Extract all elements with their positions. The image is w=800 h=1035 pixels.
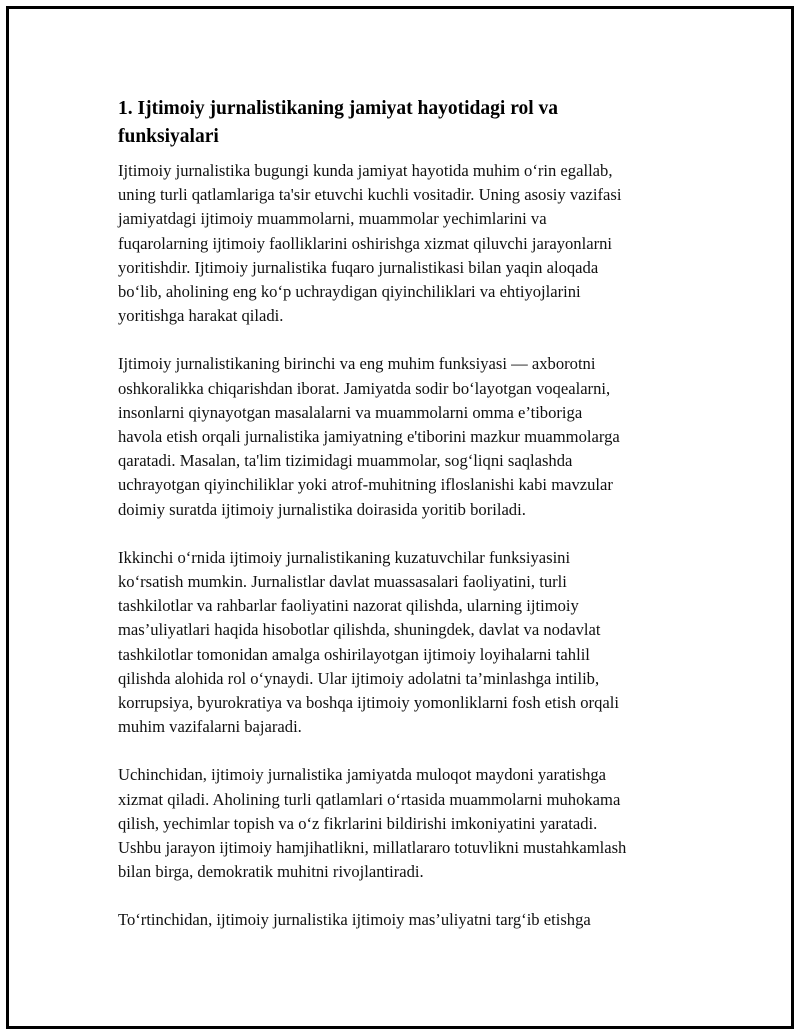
paragraph-1: Ijtimoiy jurnalistika bugungi kunda jamiyat hayotida muhim o‘rin egallab, uning turli qatlamlariga ta'sir etuvchi kuchli vositadir. Uning asosiy vazifasi jamiyatdagi ijtimoiy muammolarni, muammolar yechimlarini va fuqarolarning ijtimoiy faolliklarini oshirishga xizmat qiluvchi jarayonlarni yoritishdir. Ijtimoiy jurnalistika fuqaro jurnalistikasi bilan yaqin aloqada bo‘lib, aholining eng ko‘p uchraydigan qiyinchiliklari va ehtiyojlarini yoritishga harakat qiladi. [118, 161, 622, 326]
paragraph-3: Ikkinchi o‘rnida ijtimoiy jurnalistikaning kuzatuvchilar funksiyasini ko‘rsatish mumkin. Jurnalistlar davlat muassasalari faoliyatini, turli tashkilotlar va rahbarlar faoliyatini nazorat qilishda, ularning ijtimoiy mas’uliyatlari haqida hisobotlar qilishda, shuningdek, davlat va nodavlat tashkilotlar tomonidan amalga oshirilayotgan ijtimoiy loyihalarni tahlil qilishda alohida rol o‘ynaydi. Ular ijtimoiy adolatni ta’minlashga intilib, korrupsiya, byurokratiya va boshqa ijtimoiy yomonliklarni fosh etish orqali muhim vazifalarni bajaradi. [118, 547, 619, 737]
paragraph-4: Uchinchidan, ijtimoiy jurnalistika jamiyatda muloqot maydoni yaratishga xizmat qiladi. Aholining turli qatlamlari o‘rtasida muammolarni muhokama qilish, yechimlar topish va o‘z fikrlarini bildirishi imkoniyatini yaratadi. Ushbu jarayon ijtimoiy hamjihatlikni, millatlararo totuvlikni mustahkamlash bilan birga, demokratik muhitni rivojlantiradi. [118, 765, 627, 882]
paragraph-5: To‘rtinchidan, ijtimoiy jurnalistika ijtimoiy mas’uliyatni targ‘ib etishga [118, 910, 591, 930]
paragraph-2: Ijtimoiy jurnalistikaning birinchi va eng muhim funksiyasi — axborotni oshkoralikka chiqarishdan iborat. Jamiyatda sodir bo‘layotgan voqealarni, insonlarni qiynayotgan masalalarni va muammolarni omma e’tiboriga havola etish orqali jurnalistika jamiyatning e'tiborini mazkur muammolarga qaratadi. Masalan, ta'lim tizimidagi muammolar, sog‘liqni saqlashda uchrayotgan qiyinchiliklar yoki atrof-muhitning ifloslanishi kabi mavzular doimiy suratda ijtimoiy jurnalistika doirasida yoritib boriladi. [118, 354, 620, 519]
document-body [118, 95, 688, 957]
section-heading: 1. Ijtimoiy jurnalistikaning jamiyat hayotidagi rol va funksiyalari [118, 98, 559, 147]
